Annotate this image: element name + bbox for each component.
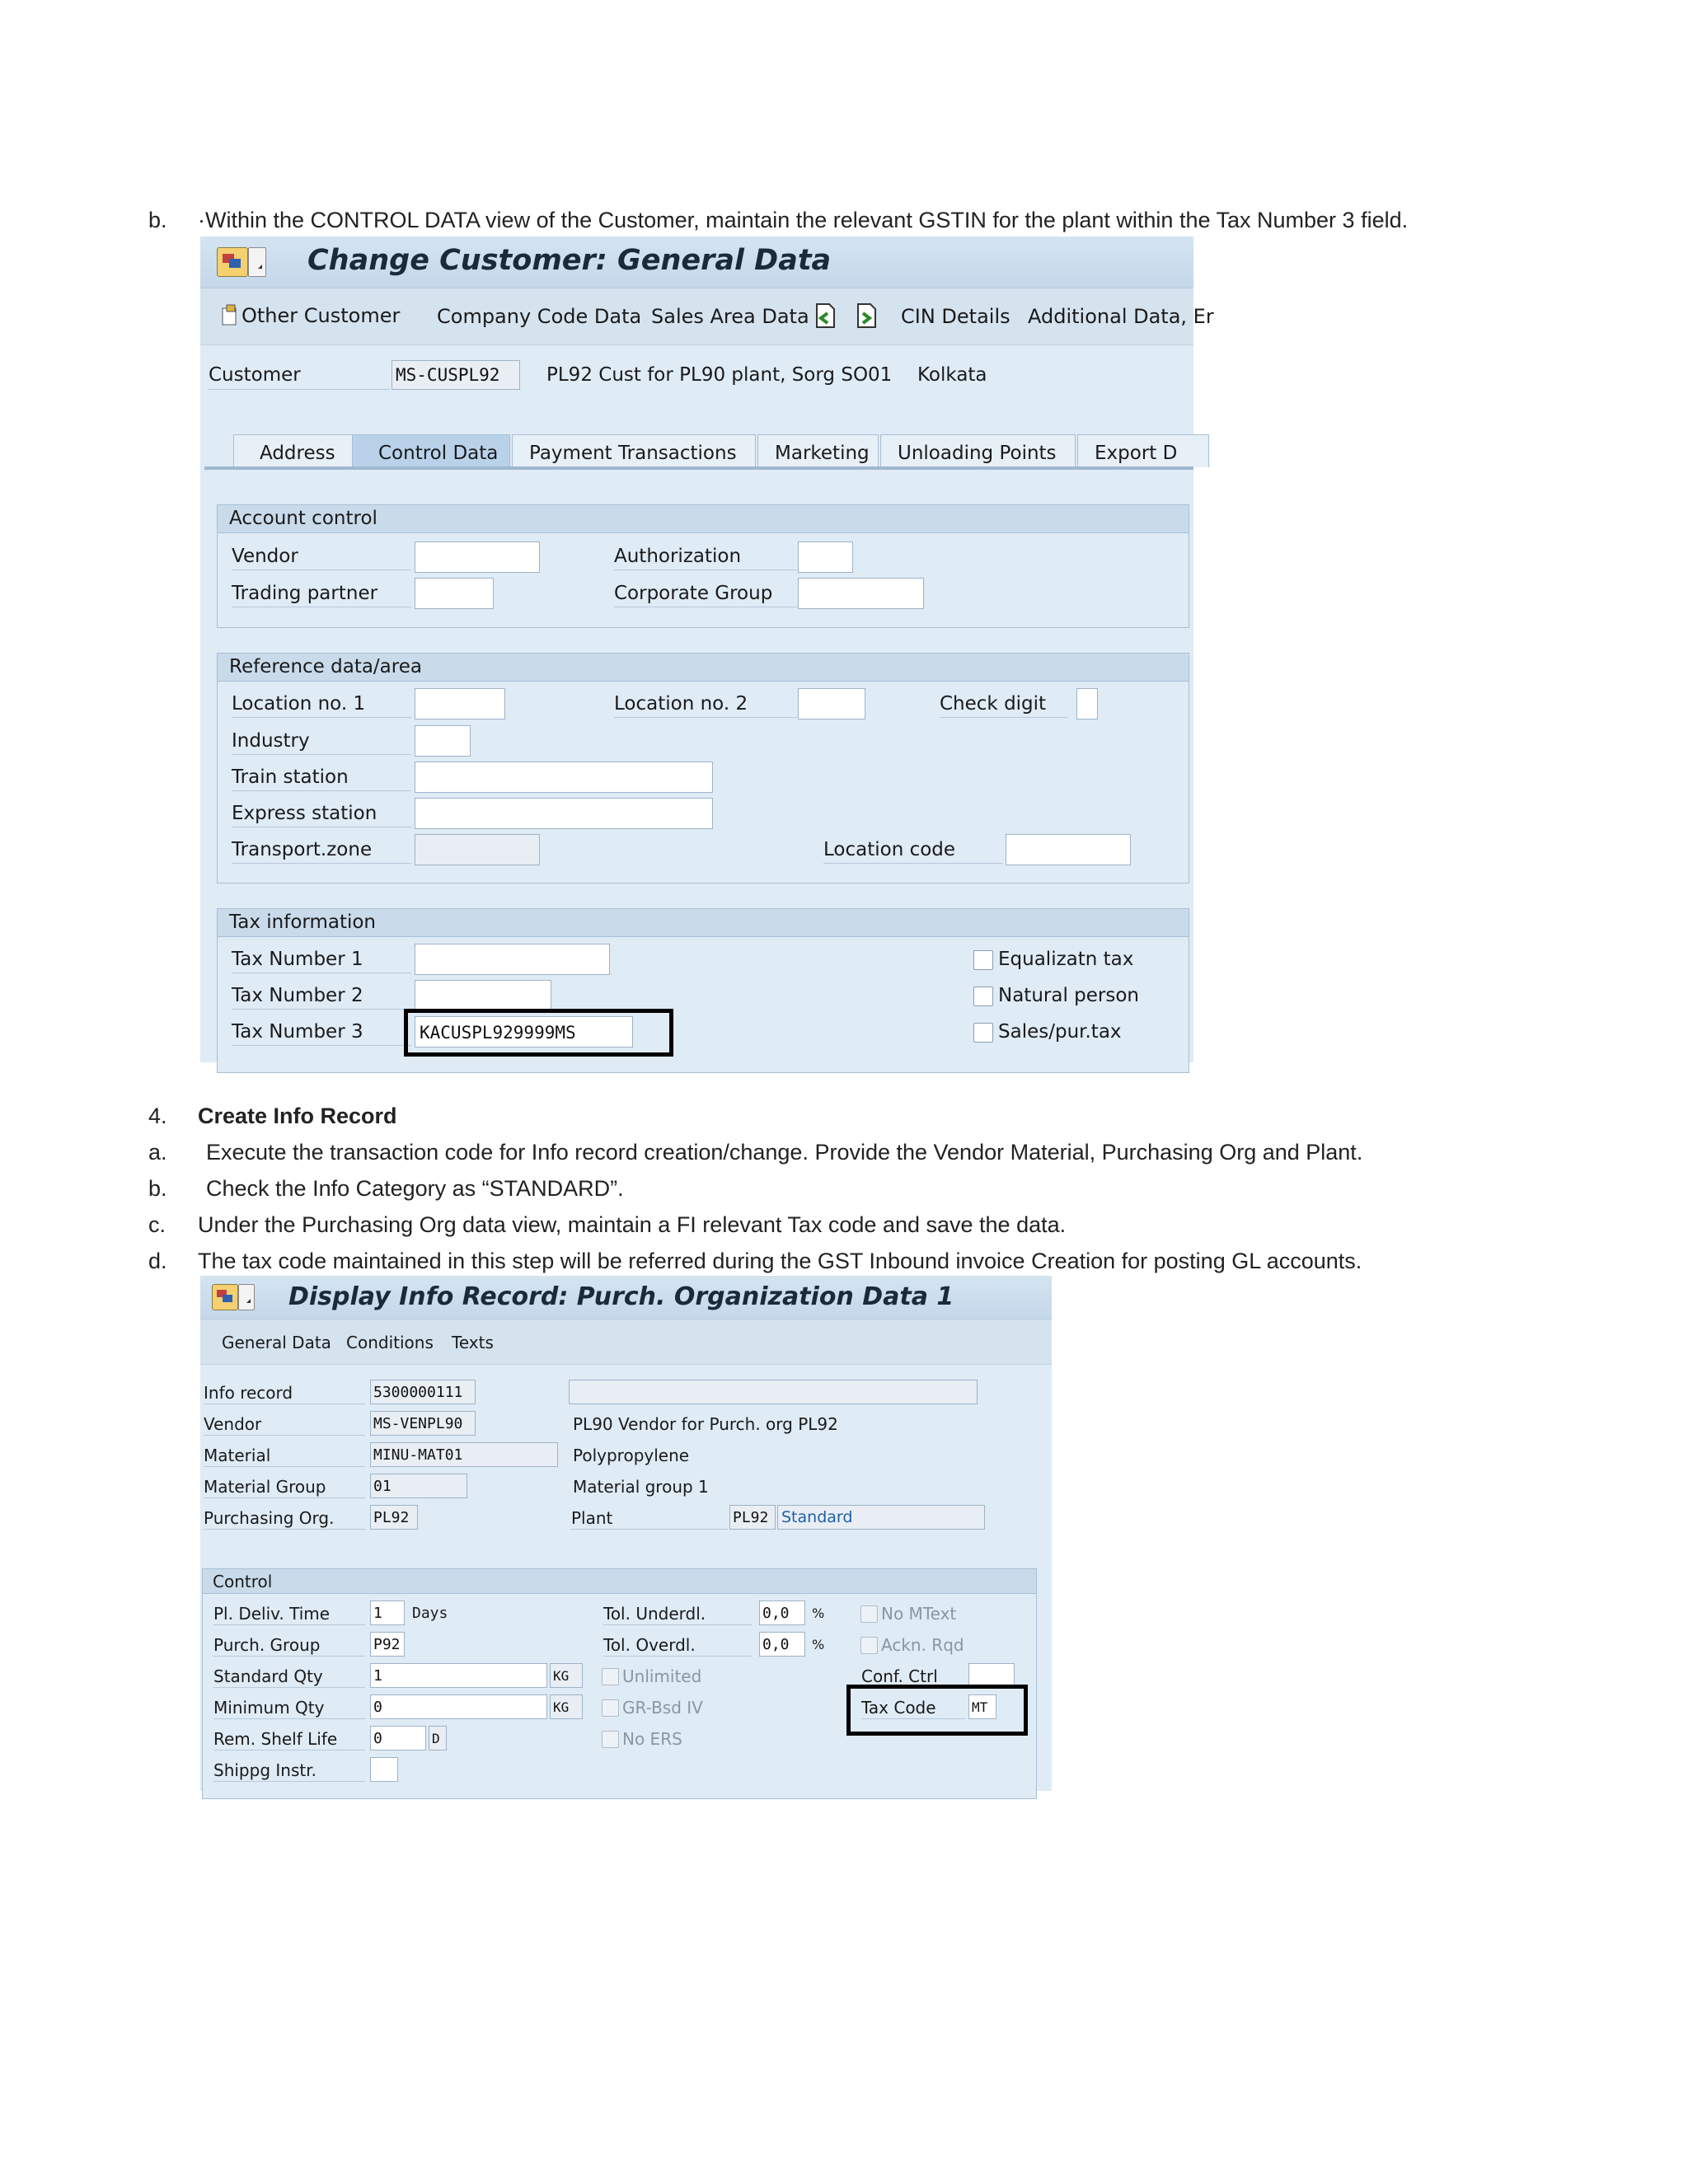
label-underline bbox=[571, 1529, 728, 1530]
tab-address[interactable]: Address bbox=[233, 434, 373, 467]
account-control-title: Account control bbox=[218, 505, 1189, 533]
previous-doc-icon[interactable] bbox=[813, 302, 837, 330]
tol-under-label: Tol. Underdl. bbox=[603, 1604, 706, 1624]
authorization-field[interactable] bbox=[798, 541, 853, 573]
menu-dropdown-icon[interactable] bbox=[248, 247, 266, 277]
menu-icon bbox=[218, 248, 247, 276]
customer-city: Kolkata bbox=[917, 364, 987, 386]
info-record-desc-field bbox=[569, 1380, 978, 1404]
tax-number3-label: Tax Number 3 bbox=[232, 1021, 363, 1043]
application-toolbar bbox=[200, 1319, 1052, 1365]
menu-button[interactable] bbox=[217, 247, 248, 277]
other-customer-button[interactable] bbox=[220, 303, 400, 327]
natural-person-checkbox[interactable] bbox=[973, 987, 993, 1006]
purch-org-field: PL92 bbox=[370, 1505, 418, 1530]
general-data-button[interactable]: General Data bbox=[222, 1333, 331, 1352]
no-ers-checkbox bbox=[602, 1731, 619, 1748]
material-label: Material bbox=[204, 1446, 271, 1465]
natural-person-label: Natural person bbox=[998, 985, 1139, 1006]
label-underline bbox=[823, 863, 1003, 864]
pl-deliv-unit: Days bbox=[412, 1605, 448, 1622]
other-customer-icon bbox=[220, 303, 241, 326]
label-underline bbox=[232, 1045, 411, 1046]
label-underline bbox=[204, 1466, 365, 1467]
sub-c-text: Under the Purchasing Org data view, maintain a FI relevant Tax code and save the data. bbox=[198, 1212, 1067, 1237]
step4-title: Create Info Record bbox=[198, 1104, 397, 1128]
label-underline bbox=[232, 863, 411, 864]
label-underline bbox=[232, 1009, 411, 1010]
unlimited-label: Unlimited bbox=[622, 1666, 702, 1686]
shelf-life-unit: D bbox=[429, 1726, 447, 1750]
conditions-button[interactable]: Conditions bbox=[346, 1333, 434, 1352]
info-record-screenshot bbox=[200, 1276, 1052, 1791]
label-underline bbox=[213, 1781, 365, 1782]
plant-field: PL92 bbox=[729, 1505, 776, 1530]
unlimited-checkbox bbox=[602, 1668, 619, 1685]
texts-button[interactable]: Texts bbox=[452, 1333, 494, 1352]
corporate-group-label: Corporate Group bbox=[614, 583, 773, 604]
label-underline bbox=[603, 1624, 752, 1625]
train-station-label: Train station bbox=[232, 766, 349, 788]
check-digit-field[interactable] bbox=[1076, 688, 1098, 719]
industry-field[interactable] bbox=[415, 725, 471, 757]
no-mtext-checkbox bbox=[860, 1605, 878, 1623]
standard-qty-label: Standard Qty bbox=[213, 1666, 323, 1686]
equalization-label: Equalizatn tax bbox=[998, 949, 1134, 970]
additional-data-button[interactable]: Additional Data, Er bbox=[1028, 305, 1214, 328]
tol-under-field: 0,0 bbox=[759, 1601, 805, 1625]
minimum-qty-unit: KG bbox=[550, 1694, 583, 1719]
sub-c-marker: c. bbox=[148, 1212, 166, 1237]
pl-deliv-field: 1 bbox=[370, 1601, 405, 1625]
transport-zone-label: Transport.zone bbox=[232, 839, 373, 860]
next-doc-icon[interactable] bbox=[854, 302, 879, 330]
label-underline bbox=[940, 717, 1067, 718]
label-underline bbox=[614, 717, 797, 718]
step-b-text: ·Within the CONTROL DATA view of the Customer, maintain the relevant GSTIN for the plant within the Tax Number 3 field. bbox=[198, 208, 1409, 232]
gr-bsd-checkbox bbox=[602, 1699, 619, 1717]
menu-button[interactable] bbox=[212, 1284, 238, 1310]
tab-marketing[interactable]: Marketing bbox=[757, 434, 879, 467]
other-customer-label: Other Customer bbox=[241, 304, 401, 327]
sub-b-marker: b. bbox=[148, 1176, 167, 1201]
change-customer-screenshot bbox=[200, 237, 1214, 1062]
tax-code-field: MT bbox=[968, 1694, 996, 1719]
customer-name: PL92 Cust for PL90 plant, Sorg SO01 bbox=[546, 364, 893, 386]
gr-bsd-label: GR-Bsd IV bbox=[622, 1698, 703, 1718]
info-category-field: Standard bbox=[777, 1505, 985, 1530]
standard-qty-unit: KG bbox=[550, 1663, 583, 1688]
tax-number3-field[interactable]: KACUSPL929999MS bbox=[415, 1016, 633, 1047]
sub-d-text: The tax code maintained in this step will be referred during the GST Inbound invoice Creation for posting GL accounts. bbox=[198, 1249, 1362, 1273]
location2-field[interactable] bbox=[798, 688, 865, 719]
conf-ctrl-label: Conf. Ctrl bbox=[861, 1666, 938, 1686]
vendor-field[interactable] bbox=[415, 541, 540, 573]
menu-dropdown-icon[interactable] bbox=[238, 1284, 255, 1310]
label-underline bbox=[232, 790, 411, 791]
company-code-button[interactable]: Company Code Data bbox=[437, 305, 642, 328]
trading-partner-field[interactable] bbox=[415, 578, 494, 609]
location2-label: Location no. 2 bbox=[614, 693, 748, 715]
equalization-checkbox[interactable] bbox=[973, 950, 993, 970]
label-underline bbox=[213, 1687, 365, 1688]
label-underline bbox=[209, 389, 390, 390]
sub-d-marker: d. bbox=[148, 1249, 167, 1273]
customer-label: Customer bbox=[209, 364, 301, 386]
express-station-field[interactable] bbox=[415, 798, 713, 829]
tab-control-data[interactable]: Control Data bbox=[352, 434, 510, 467]
cin-details-button[interactable]: CIN Details bbox=[901, 305, 1010, 328]
purch-org-label: Purchasing Org. bbox=[204, 1508, 335, 1528]
label-underline bbox=[232, 754, 411, 755]
sales-pur-tax-checkbox[interactable] bbox=[973, 1023, 993, 1043]
express-station-label: Express station bbox=[232, 803, 377, 824]
tax-code-highlight bbox=[846, 1685, 1028, 1736]
info-record-label: Info record bbox=[204, 1383, 293, 1403]
sales-pur-tax-label: Sales/pur.tax bbox=[998, 1021, 1122, 1043]
control-title: Control bbox=[203, 1569, 1036, 1594]
location-code-field[interactable] bbox=[1006, 834, 1131, 865]
material-group-field: 01 bbox=[370, 1474, 467, 1498]
sales-area-button[interactable]: Sales Area Data bbox=[651, 305, 809, 328]
tab-unloading-points[interactable]: Unloading Points bbox=[880, 434, 1076, 467]
vendor-desc: PL90 Vendor for Purch. org PL92 bbox=[573, 1414, 838, 1434]
location1-label: Location no. 1 bbox=[232, 693, 366, 715]
tax-number2-field[interactable] bbox=[415, 980, 551, 1011]
vendor-field: MS-VENPL90 bbox=[370, 1411, 476, 1436]
ackn-label: Ackn. Rqd bbox=[881, 1635, 964, 1655]
step4-marker: 4. bbox=[148, 1104, 167, 1128]
label-underline bbox=[204, 1435, 365, 1436]
minimum-qty-label: Minimum Qty bbox=[213, 1698, 325, 1718]
purch-group-field: P92 bbox=[370, 1632, 405, 1657]
vendor-label: Vendor bbox=[204, 1414, 262, 1434]
tax-number1-label: Tax Number 1 bbox=[232, 949, 363, 970]
location1-field[interactable] bbox=[415, 688, 505, 719]
title-bar bbox=[200, 1276, 1052, 1319]
screen-title: Display Info Record: Purch. Organization Data 1 bbox=[288, 1282, 954, 1311]
label-underline bbox=[213, 1718, 365, 1719]
material-group-desc: Material group 1 bbox=[573, 1477, 709, 1497]
sub-b-text: Check the Info Category as “STANDARD”. bbox=[206, 1176, 624, 1201]
label-underline bbox=[213, 1624, 365, 1625]
sub-a-marker: a. bbox=[148, 1140, 167, 1165]
tab-strip-border bbox=[204, 466, 1193, 470]
tax-number3-highlight bbox=[404, 1009, 673, 1057]
material-desc: Polypropylene bbox=[573, 1446, 690, 1465]
no-mtext-label: No MText bbox=[881, 1604, 957, 1624]
application-toolbar bbox=[200, 288, 1214, 345]
info-record-field: 5300000111 bbox=[370, 1380, 476, 1404]
authorization-label: Authorization bbox=[614, 546, 742, 567]
trading-partner-label: Trading partner bbox=[232, 583, 378, 604]
customer-id-field: MS-CUSPL92 bbox=[392, 360, 520, 390]
minimum-qty-field: 0 bbox=[370, 1694, 547, 1719]
tab-export[interactable]: Export D bbox=[1077, 434, 1209, 467]
corporate-group-field[interactable] bbox=[798, 578, 924, 609]
reference-data-title: Reference data/area bbox=[218, 654, 1189, 682]
label-underline bbox=[204, 1529, 365, 1530]
title-bar bbox=[200, 237, 1193, 288]
plant-label: Plant bbox=[571, 1508, 613, 1528]
material-field: MINU-MAT01 bbox=[370, 1442, 558, 1467]
shipping-label: Shippg Instr. bbox=[213, 1760, 316, 1780]
label-underline bbox=[603, 1656, 752, 1657]
label-underline bbox=[232, 569, 411, 570]
shelf-life-label: Rem. Shelf Life bbox=[213, 1729, 338, 1749]
material-group-label: Material Group bbox=[204, 1477, 326, 1497]
sub-a-text: Execute the transaction code for Info record creation/change. Provide the Vendor Material, Purchasing Org and Plant. bbox=[206, 1140, 1363, 1165]
no-ers-label: No ERS bbox=[622, 1729, 682, 1749]
tax-number1-field[interactable] bbox=[415, 944, 610, 975]
shipping-field bbox=[370, 1757, 398, 1782]
tol-over-label: Tol. Overdl. bbox=[603, 1635, 696, 1655]
tax-information-title: Tax information bbox=[218, 909, 1189, 937]
label-underline bbox=[204, 1497, 365, 1498]
tax-code-label: Tax Code bbox=[861, 1698, 936, 1718]
tol-under-unit: % bbox=[812, 1605, 825, 1621]
step-b-marker: b. bbox=[148, 208, 167, 232]
label-underline bbox=[614, 569, 797, 570]
industry-label: Industry bbox=[232, 730, 310, 752]
check-digit-label: Check digit bbox=[940, 693, 1047, 715]
purch-group-label: Purch. Group bbox=[213, 1635, 321, 1655]
tax-number2-label: Tax Number 2 bbox=[232, 985, 363, 1006]
label-underline bbox=[232, 717, 411, 718]
vendor-label: Vendor bbox=[232, 546, 298, 567]
standard-qty-field: 1 bbox=[370, 1663, 547, 1688]
tab-payment-transactions[interactable]: Payment Transactions bbox=[512, 434, 756, 467]
pl-deliv-label: Pl. Deliv. Time bbox=[213, 1604, 331, 1624]
location-code-label: Location code bbox=[823, 839, 956, 860]
label-underline bbox=[213, 1656, 365, 1657]
tol-over-unit: % bbox=[812, 1637, 825, 1652]
transport-zone-field[interactable] bbox=[415, 834, 540, 865]
tol-over-field: 0,0 bbox=[759, 1632, 805, 1657]
ackn-checkbox bbox=[860, 1637, 878, 1654]
label-underline bbox=[232, 972, 411, 973]
shelf-life-field: 0 bbox=[370, 1726, 426, 1750]
menu-icon bbox=[213, 1285, 237, 1310]
train-station-field[interactable] bbox=[415, 762, 713, 793]
screen-title: Change Customer: General Data bbox=[307, 244, 832, 277]
